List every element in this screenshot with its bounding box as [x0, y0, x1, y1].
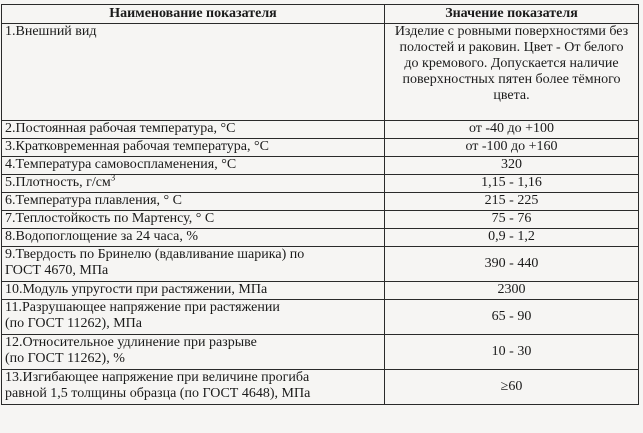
table-row [2, 175, 639, 193]
table-row [2, 335, 639, 370]
row-value: от -100 до +160 [385, 139, 639, 157]
table-row [2, 282, 639, 300]
row-value: 75 - 76 [385, 211, 639, 229]
row-name-line: 11.Разрушающее напряжение при растяжении [5, 300, 280, 315]
row-value: Изделие с ровными поверхностями без полостей и раковин. Цвет - От белого до кремового. Допускается наличие поверхностных пятен более тёмного цвета. [385, 24, 639, 121]
row-name: 1.Внешний вид [2, 24, 385, 121]
table-row [2, 229, 639, 247]
row-value: ≥60 [385, 370, 639, 405]
table-row [2, 24, 639, 121]
row-name [2, 335, 385, 370]
row-value: 65 - 90 [385, 300, 639, 335]
row-value: 320 [385, 157, 639, 175]
row-value: 1,15 - 1,16 [385, 175, 639, 193]
row-name: 7.Теплостойкость по Мартенсу, ° С [2, 211, 385, 229]
row-name: 4.Температура самовоспламенения, °С [2, 157, 385, 175]
row-name: 2.Постоянная рабочая температура, °С [2, 121, 385, 139]
row-name: 10.Модуль упругости при растяжении, МПа [2, 282, 385, 300]
row-value: 0,9 - 1,2 [385, 229, 639, 247]
row-value: 215 - 225 [385, 193, 639, 211]
row-name [2, 247, 385, 282]
row-name-line: ГОСТ 4670, МПа [5, 263, 109, 278]
row-name-line: 12.Относительное удлинение при разрыве [5, 335, 257, 350]
table-row [2, 247, 639, 282]
row-value: от -40 до +100 [385, 121, 639, 139]
row-name-line: 9.Твердость по Бринелю (вдавливание шарика) по [5, 247, 305, 262]
row-name: 6.Температура плавления, ° С [2, 193, 385, 211]
header-name-column: Наименование показателя [2, 5, 385, 24]
header-value-column: Значение показателя [385, 5, 639, 24]
row-name-text: 5.Плотность, г/см [5, 175, 111, 190]
row-name: 8.Водопоглощение за 24 часа, % [2, 229, 385, 247]
row-name-line: равной 1,5 толщины образца (по ГОСТ 4648), МПа [5, 386, 311, 401]
table-header-row [2, 5, 639, 24]
superscript: 3 [110, 172, 116, 183]
table-row [2, 211, 639, 229]
table-row [2, 157, 639, 175]
row-value: 390 - 440 [385, 247, 639, 282]
row-name [2, 300, 385, 335]
table-row [2, 370, 639, 405]
row-name [2, 370, 385, 405]
row-name-line: 13.Изгибающее напряжение при величине прогиба [5, 370, 310, 385]
table-row [2, 300, 639, 335]
row-name-line: (по ГОСТ 11262), МПа [5, 316, 142, 331]
properties-table [1, 4, 639, 405]
row-name-line: (по ГОСТ 11262), % [5, 351, 125, 366]
table-row [2, 139, 639, 157]
row-name: 3.Кратковременная рабочая температура, °С [2, 139, 385, 157]
row-value: 2300 [385, 282, 639, 300]
table-row [2, 121, 639, 139]
row-value: 10 - 30 [385, 335, 639, 370]
row-name [2, 172, 385, 193]
table-row [2, 193, 639, 211]
